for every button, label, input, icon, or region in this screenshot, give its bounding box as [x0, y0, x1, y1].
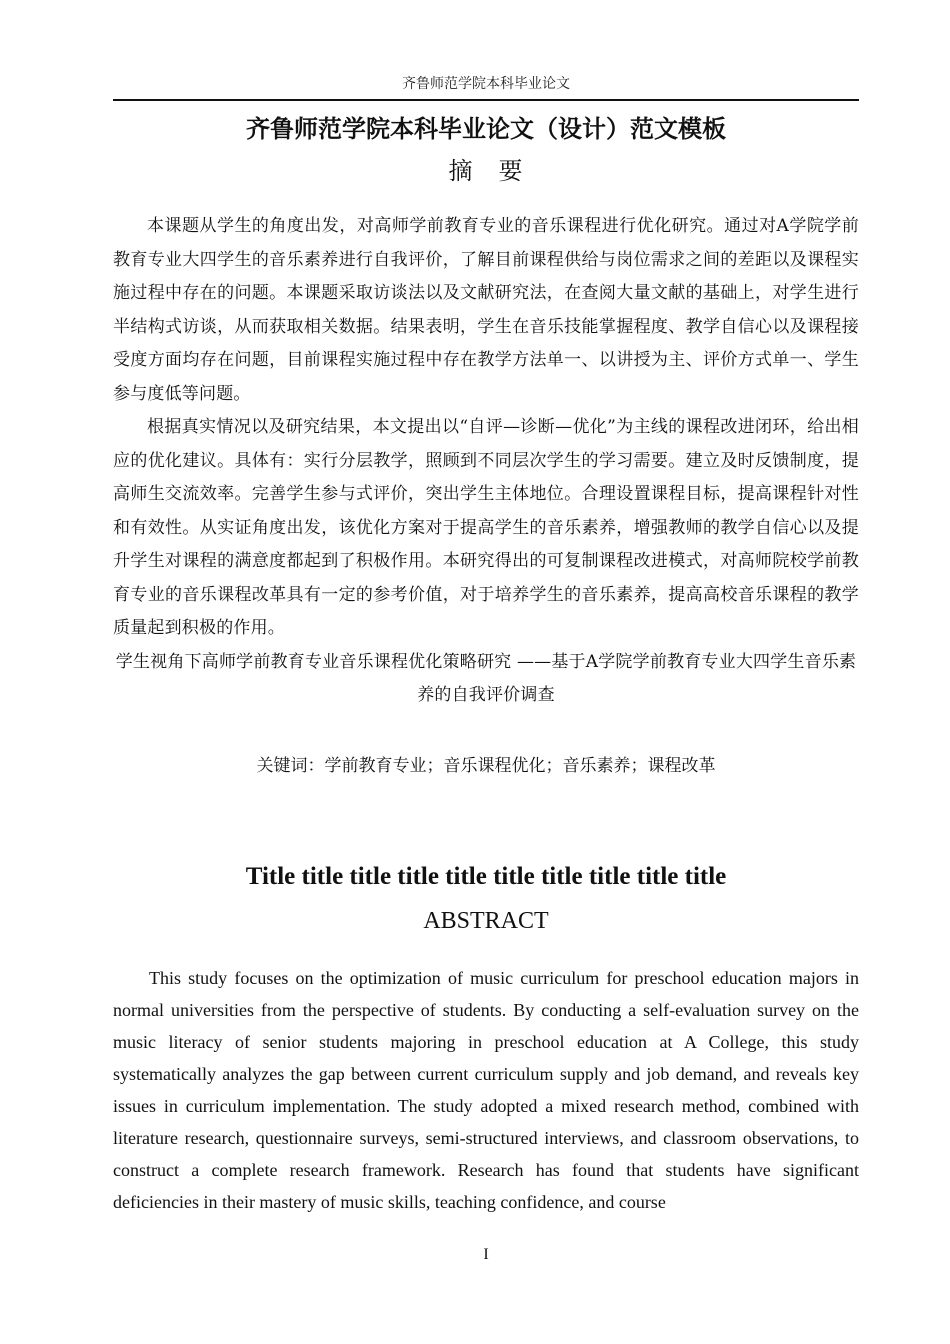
chinese-abstract-body: [113, 210, 859, 713]
chinese-subtitle: 学生视角下高师学前教育专业音乐课程优化策略研究 ——基于A学院学前教育专业大四学生音乐素养的自我评价调查: [115, 651, 857, 705]
chinese-abstract-paragraph: 本课题从学生的角度出发，对高师学前教育专业的音乐课程进行优化研究。通过对A学院学前教育专业大四学生的音乐素养进行自我评价，了解目前课程供给与岗位需求之间的差距以及课程实施过程中存在的问题。本课题采取访谈法以及文献研究法，在查阅大量文献的基础上，对学生进行半结构式访谈，从而获取相关数据。结果表明，学生在音乐技能掌握程度、教学自信心以及课程接受度方面均存在问题，目前课程实施过程中存在教学方法单一、以讲授为主、评价方式单一、学生参与度低等问题。: [113, 216, 859, 404]
chinese-abstract-paragraph: 根据真实情况以及研究结果，本文提出以“自评—诊断—优化”为主线的课程改进闭环，给出相应的优化建议。具体有：实行分层教学，照顾到不同层次学生的学习需要。建立及时反馈制度，提高师生交流效率。完善学生参与式评价，突出学生主体地位。合理设置课程目标，提高课程针对性和有效性。从实证角度出发，该优化方案对于提高学生的音乐素养，增强教师的教学自信心以及提升学生对课程的满意度都起到了积极作用。本研究得出的可复制课程改进模式，对高师院校学前教育专业的音乐课程改革具有一定的参考价值，对于培养学生的音乐素养，提高高校音乐课程的教学质量起到积极的作用。: [113, 417, 859, 638]
chinese-title: 齐鲁师范学院本科毕业论文（设计）范文模板: [246, 115, 726, 143]
header-divider: [113, 99, 859, 101]
chinese-abstract-heading: 摘 要: [448, 157, 524, 185]
english-abstract-paragraph: This study focuses on the optimization of music curriculum for preschool education majors in normal universities from the perspective of students. By conducting a self-evaluation survey on the music literacy of senior students majoring in preschool education at A College, this study systematically analyzes the gap between current curriculum supply and job demand, and reveals key issues in curriculum implementation. The study adopted a mixed research method, combined with literature research, questionnaire surveys, semi-structured interviews, and classroom observations, to construct a complete research framework. Research has found that students have significant deficiencies in their mastery of music skills, teaching confidence, and course: [113, 968, 859, 1212]
page-number: I: [483, 1246, 489, 1263]
chinese-keywords: 关键词：学前教育专业；音乐课程优化；音乐素养；课程改革: [256, 756, 716, 776]
english-title: Title title title title title title title title title title: [245, 863, 727, 890]
english-abstract-heading: ABSTRACT: [423, 908, 549, 934]
english-abstract-body: [113, 962, 859, 1218]
running-header: 齐鲁师范学院本科毕业论文: [402, 76, 570, 92]
